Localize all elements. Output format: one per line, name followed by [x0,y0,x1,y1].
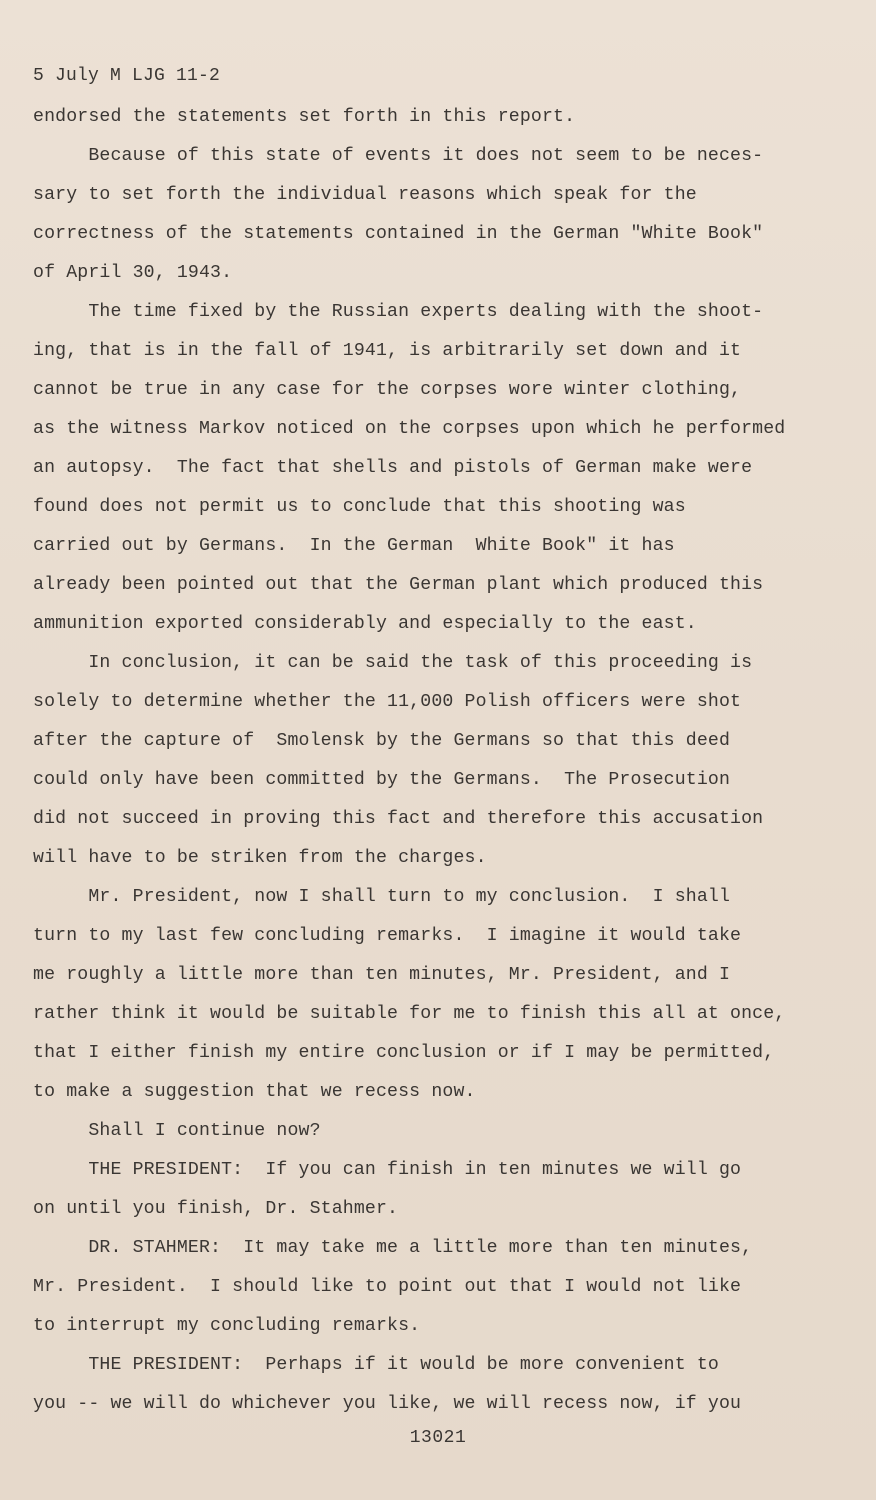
text-line: turn to my last few concluding remarks. I imagine it would take [33,926,742,946]
text-line: ing, that is in the fall of 1941, is arbitrarily set down and it [33,341,742,361]
page-number: 13021 [409,1428,467,1448]
text-line: me roughly a little more than ten minutes, Mr. President, and I [33,965,731,985]
text-line: did not succeed in proving this fact and therefore this accusation [33,809,764,829]
text-line: will have to be striken from the charges. [33,848,487,868]
text-line: carried out by Germans. In the German White Book" it has [33,536,675,556]
text-line: on until you finish, Dr. Stahmer. [33,1199,399,1219]
text-line: to make a suggestion that we recess now. [33,1082,476,1102]
transcript-body [33,102,833,1428]
text-line: In conclusion, it can be said the task of this proceeding is [33,653,753,673]
text-line: that I either finish my entire conclusion or if I may be permitted, [33,1043,775,1063]
page-header: 5 July M LJG 11-2 [33,66,221,86]
text-line: Because of this state of events it does not seem to be neces- [33,146,764,166]
text-line: THE PRESIDENT: Perhaps if it would be more convenient to [33,1355,719,1375]
text-line: Mr. President, now I shall turn to my conclusion. I shall [33,887,731,907]
text-line: of April 30, 1943. [33,263,233,283]
text-line: DR. STAHMER: It may take me a little more than ten minutes, [33,1238,753,1258]
text-line: Mr. President. I should like to point out that I would not like [33,1277,742,1297]
text-line: already been pointed out that the German plant which produced this [33,575,764,595]
text-line: correctness of the statements contained in the German "White Book" [33,224,764,244]
text-line: found does not permit us to conclude that this shooting was [33,497,686,517]
text-line: you -- we will do whichever you like, we will recess now, if you [33,1394,742,1414]
text-line: rather think it would be suitable for me to finish this all at once, [33,1004,786,1024]
text-line: solely to determine whether the 11,000 Polish officers were shot [33,692,742,712]
text-line: cannot be true in any case for the corpses wore winter clothing, [33,380,742,400]
text-line: ammunition exported considerably and especially to the east. [33,614,697,634]
text-line: an autopsy. The fact that shells and pistols of German make were [33,458,753,478]
text-line: could only have been committed by the Germans. The Prosecution [33,770,731,790]
text-line: to interrupt my concluding remarks. [33,1316,421,1336]
text-line: after the capture of Smolensk by the Germans so that this deed [33,731,731,751]
text-line: The time fixed by the Russian experts dealing with the shoot- [33,302,764,322]
text-line: Shall I continue now? [33,1121,321,1141]
text-line: endorsed the statements set forth in this report. [33,107,576,127]
text-line: sary to set forth the individual reasons which speak for the [33,185,697,205]
text-line: as the witness Markov noticed on the corpses upon which he performed [33,419,786,439]
text-line: THE PRESIDENT: If you can finish in ten minutes we will go [33,1160,742,1180]
